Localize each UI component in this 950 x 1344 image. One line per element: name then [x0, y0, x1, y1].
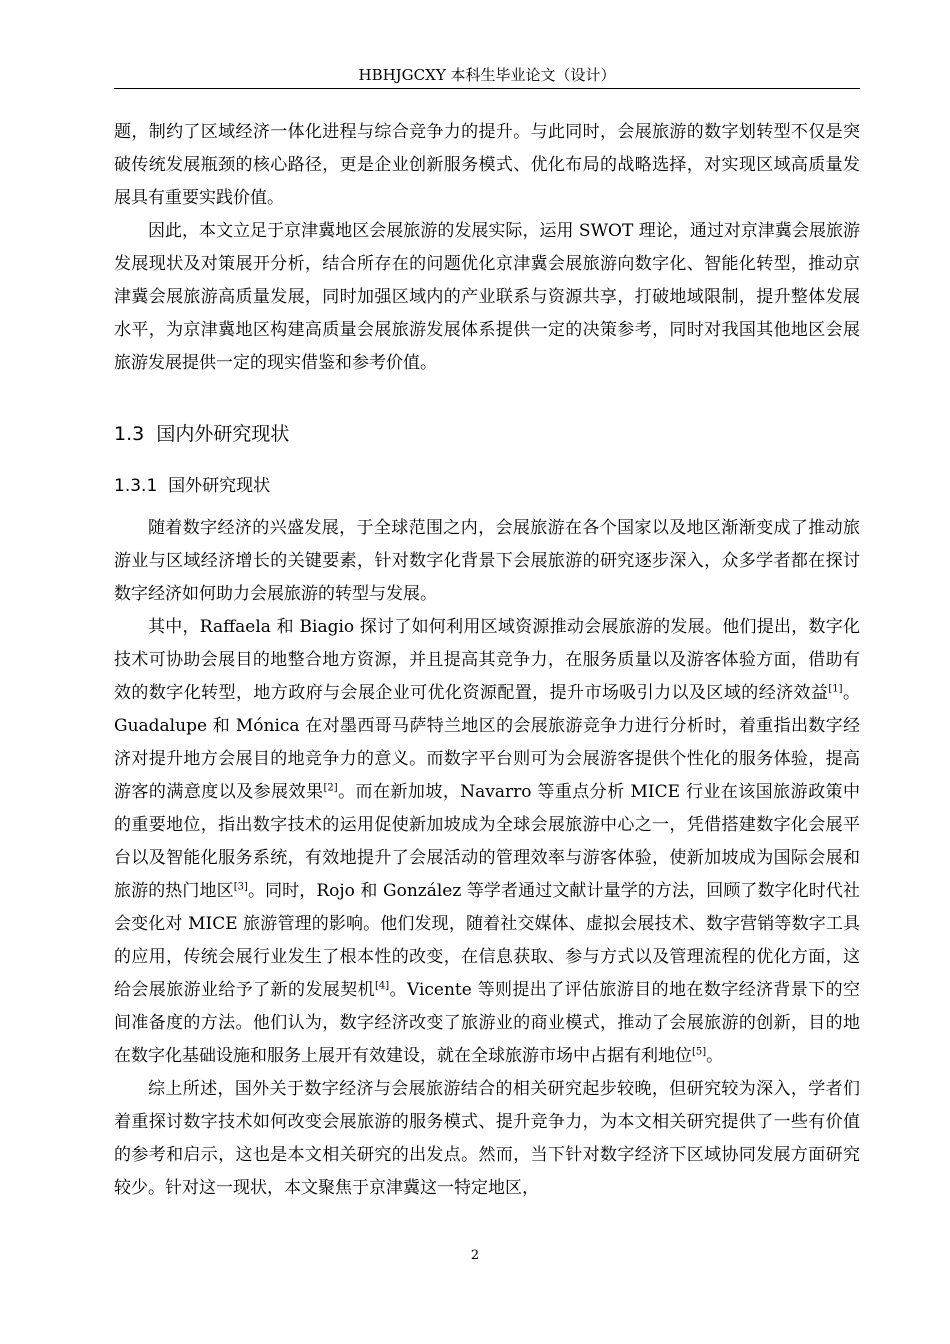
citation-3: [3]: [233, 881, 248, 893]
paragraph-literature: [114, 611, 860, 1073]
subsection-number: 1.3.1: [114, 476, 158, 496]
lit-sentence-4: 。同时，Rojo 和 González 等学者通过文献计量学的方法，回顾了数字化时代社会变化对 MICE 旅游管理的影响。他们发现，随着社交媒体、虚拟会展技术、数字营销等数字工具的应用，传统会展行业发生了根本性的改变，在信息获取、参与方式以及管理流程的优化方面，这给会展旅游业给予了新的发展契机: [114, 881, 861, 1000]
page-number: 2: [470, 1248, 480, 1263]
section-heading: [114, 418, 860, 450]
paragraph-intro: 随着数字经济的兴盛发展，于全球范围之内，会展旅游在各个国家以及地区渐渐变成了推动旅游业与区域经济增长的关键要素，针对数字化背景下会展旅游的研究逐步深入，众多学者都在探讨数字经济如何助力会展旅游的转型与发展。: [114, 518, 860, 604]
lit-sentence-1: 其中，Raffaela 和 Biagio 探讨了如何利用区域资源推动会展旅游的发展。他们提出，数字化技术可协助会展目的地整合地方资源，并且提高其竞争力，在服务质量以及游客体验方面，借助有效的数字化转型，地方政府与会展企业可优化资源配置，提升市场吸引力以及区域的经济效益: [114, 617, 860, 703]
citation-1: [1]: [828, 683, 843, 695]
header-title: HBHJGCXY 本科生毕业论文（设计）: [358, 66, 616, 84]
citation-5: [5]: [692, 1046, 707, 1058]
page-header: [114, 64, 860, 89]
paragraph-continued: 题，制约了区域经济一体化进程与综合竞争力的提升。与此同时，会展旅游的数字划转型不仅是突破传统发展瓶颈的核心路径，更是企业创新服务模式、优化布局的战略选择，对实现区域高质量发展具有重要实践价值。: [114, 122, 860, 208]
subsection-title: 国外研究现状: [168, 476, 271, 496]
paragraph-summary: 综上所述，国外关于数字经济与会展旅游结合的相关研究起步较晚，但研究较为深入，学者们着重探讨数字技术如何改变会展旅游的服务模式、提升竞争力，为本文相关研究提供了一些有价值的参考和启示，这也是本文相关研究的出发点。然而，当下针对数字经济下区域协同发展方面研究较少。针对这一现状，本文聚焦于京津冀这一特定地区，: [114, 1079, 860, 1198]
section-number: 1.3: [114, 423, 145, 445]
lit-sentence-5: 。Vicente 等则提出了评估旅游目的地在数字经济背景下的空间准备度的方法。他们认为，数字经济改变了旅游业的商业模式，推动了会展旅游的创新，目的地在数字化基础设施和服务上展开有效建设，就在全球旅游市场中占据有利地位: [114, 980, 860, 1066]
citation-4: [4]: [375, 980, 390, 992]
lit-sentence-2: 。Guadalupe 和 Mónica 在对墨西哥马萨特兰地区的会展旅游竞争力进行分析时，着重指出数字经济对提升地方会展目的地竞争力的意义。而数字平台则可为会展游客提供个性化的服务体验，提高游客的满意度以及参展效果: [114, 683, 861, 802]
lit-sentence-6: 。: [706, 1046, 724, 1066]
page-footer: [0, 1248, 950, 1263]
citation-2: [2]: [323, 782, 338, 794]
lit-sentence-3: 。而在新加坡，Navarro 等重点分析 MICE 行业在该国旅游政策中的重要地位，指出数字技术的运用促使新加坡成为全球会展旅游中心之一，凭借搭建数字化会展平台以及智能化服务系统，有效地提升了会展活动的管理效率与游客体验，使新加坡成为国际会展和旅游的热门地区: [114, 782, 860, 901]
document-body: [114, 116, 860, 1205]
section-title: 国内外研究现状: [156, 423, 290, 445]
subsection-heading: [114, 470, 860, 502]
paragraph-purpose: 因此，本文立足于京津冀地区会展旅游的发展实际，运用 SWOT 理论，通过对京津冀会展旅游发展现状及对策展开分析，结合所存在的问题优化京津冀会展旅游向数字化、智能化转型，推动京津冀会展旅游高质量发展，同时加强区域内的产业联系与资源共享，打破地域限制，提升整体发展水平，为京津冀地区构建高质量会展旅游发展体系提供一定的决策参考，同时对我国其他地区会展旅游发展提供一定的现实借鉴和参考价值。: [114, 221, 860, 373]
